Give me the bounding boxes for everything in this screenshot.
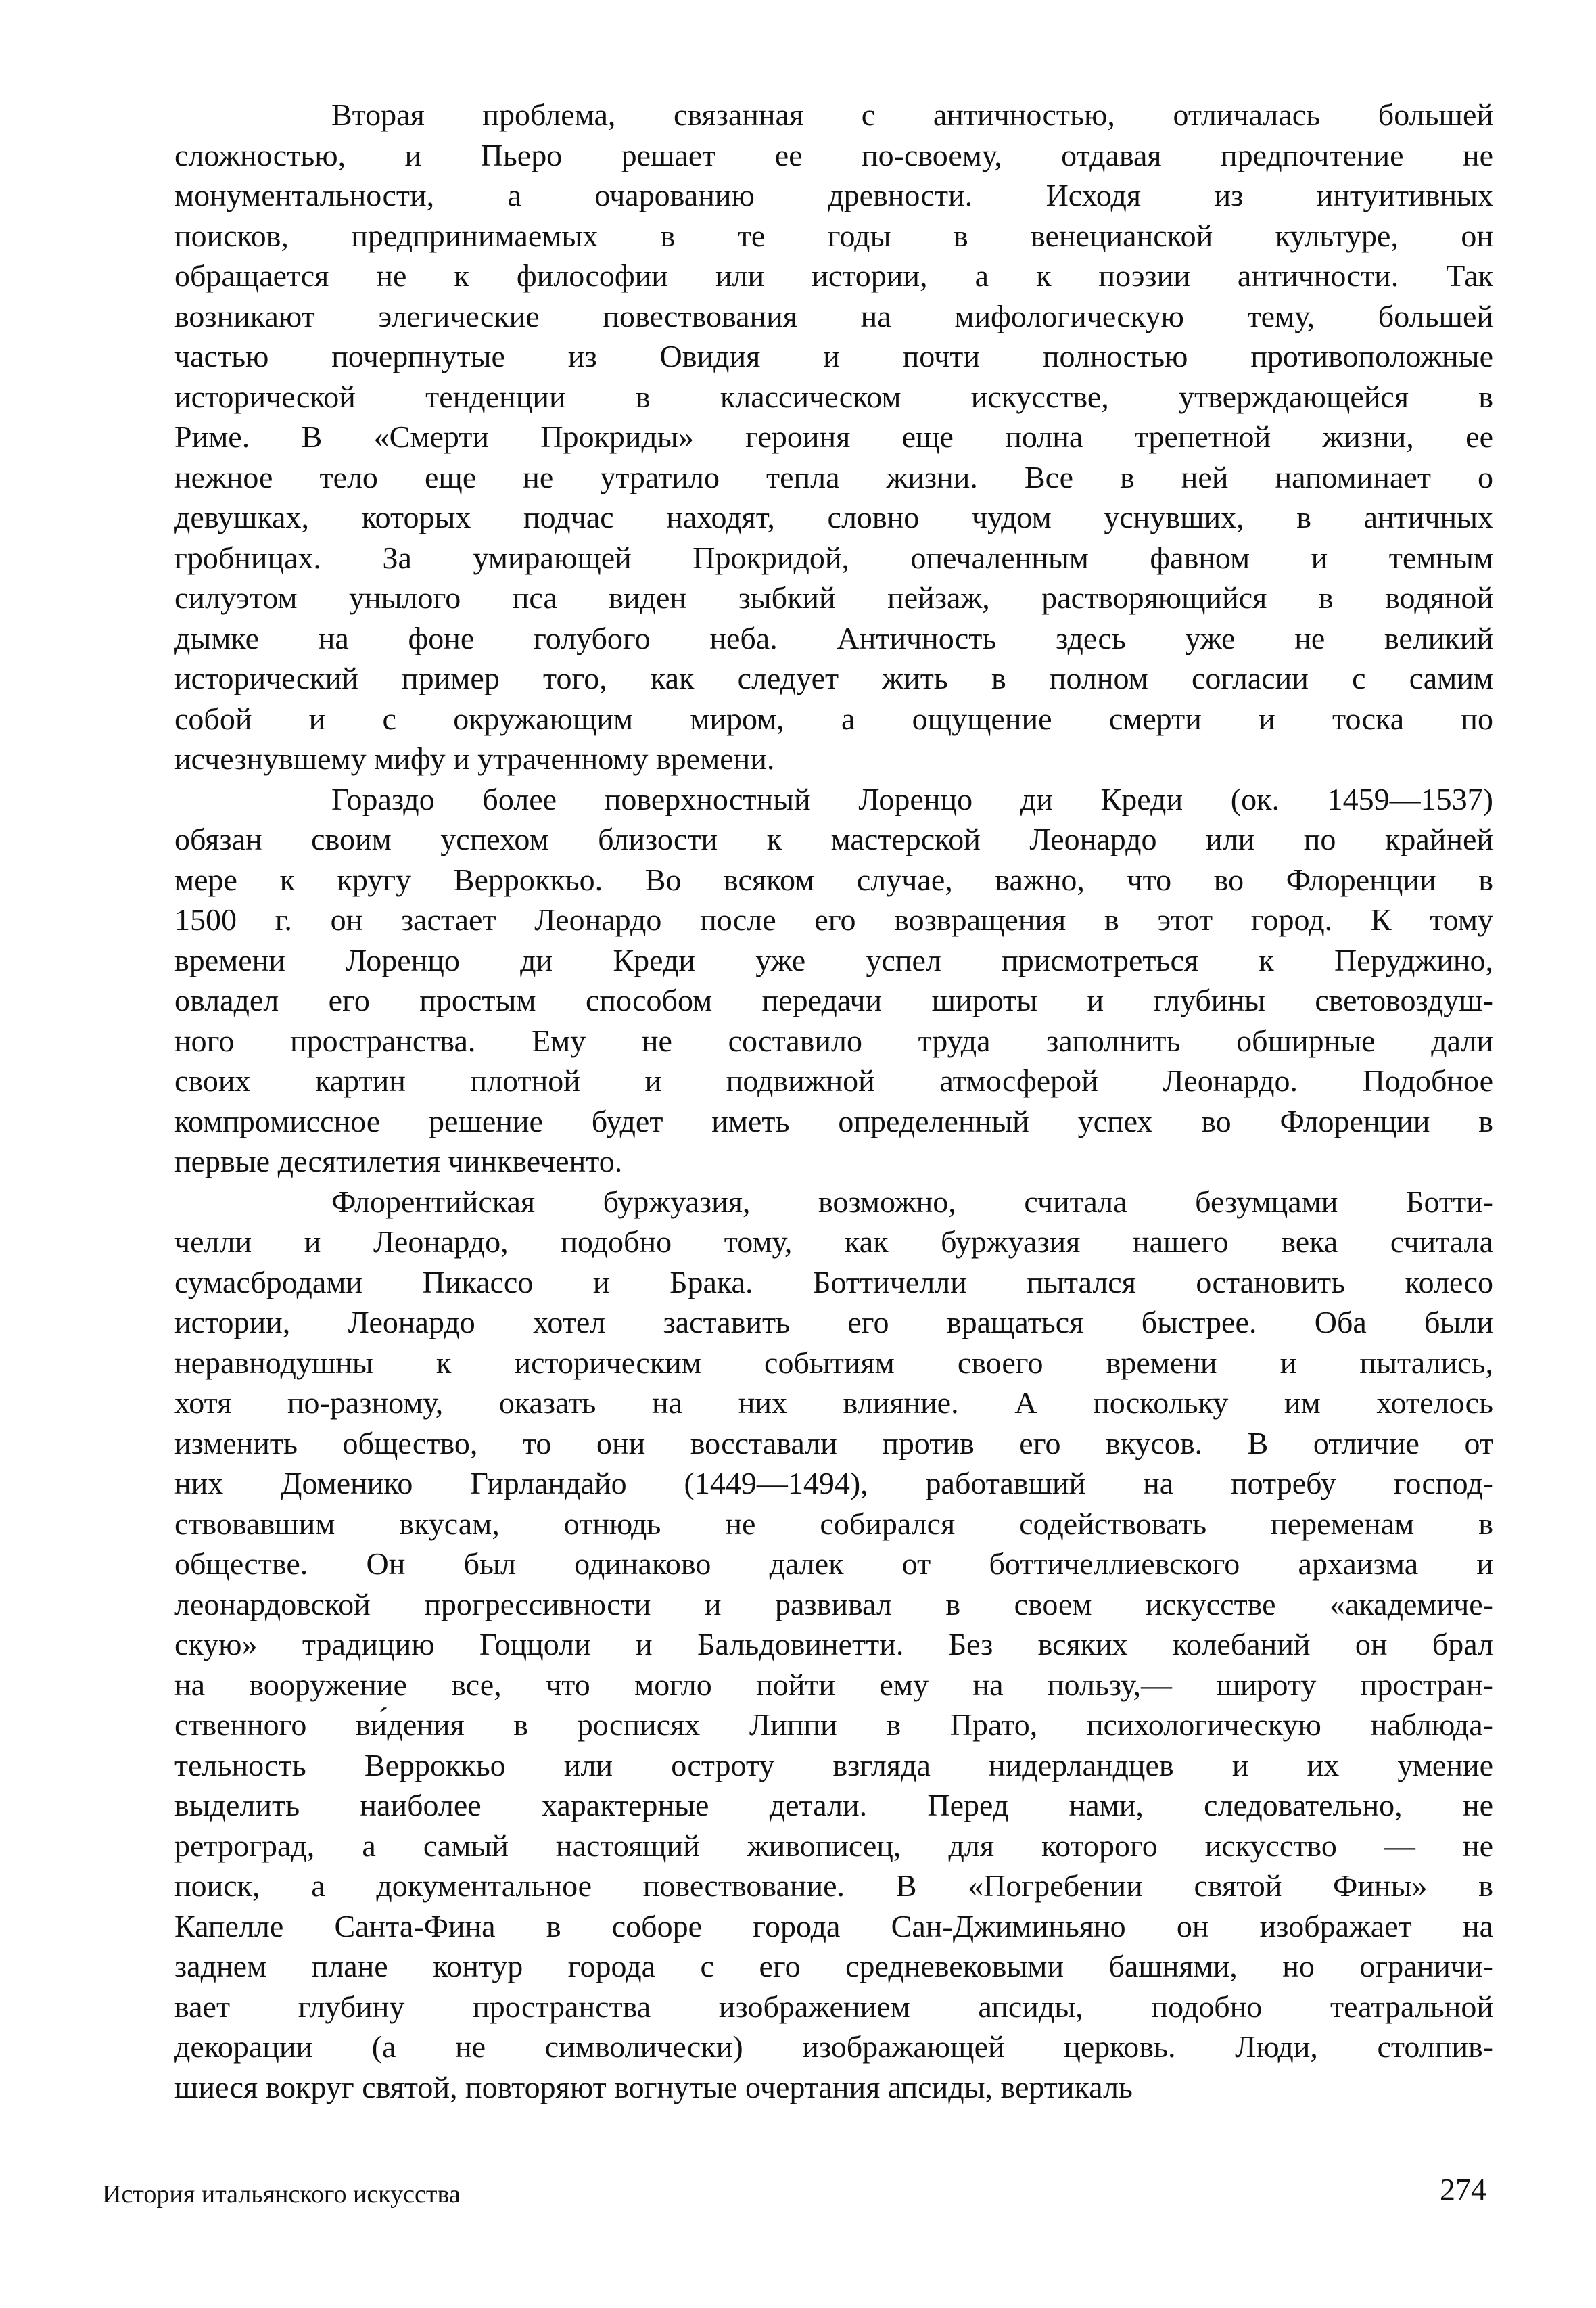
text-line: заднем плане контур города с его средневековыми башнями, но ограничи- — [174, 1949, 1493, 1983]
body-text — [174, 95, 1493, 2107]
text-line: своих картин плотной и подвижной атмосферой Леонардо. Подобное — [174, 1063, 1493, 1098]
text-line: выделить наиболее характерные детали. Перед нами, следовательно, не — [174, 1788, 1493, 1822]
text-line: неравнодушны к историческим событиям своего времени и пытались, — [174, 1345, 1493, 1380]
footer-book-title: История итальянского искусства — [103, 2180, 461, 2209]
text-line: декорации (а не символически) изображающей церковь. Люди, столпив- — [174, 2029, 1493, 2064]
text-line: на вооружение все, что могло пойти ему на пользу,— широту простран- — [174, 1667, 1493, 1702]
text-line: сумасбродами Пикассо и Брака. Боттичелли пытался остановить колесо — [174, 1264, 1493, 1299]
text-line: ствовавшим вкусам, отнюдь не собирался содействовать переменам в — [174, 1506, 1493, 1541]
text-line: леонардовской прогрессивности и развивал в своем искусстве «академиче- — [174, 1586, 1493, 1621]
text-line: частью почерпнутые из Овидия и почти полностью противоположные — [174, 339, 1493, 373]
text-line: гробницах. За умирающей Прокридой, опечаленным фавном и темным — [174, 540, 1493, 575]
footer-page-number: 274 — [1440, 2172, 1486, 2207]
text-line: 1500 г. он застает Леонардо после его возвращения в этот город. К тому — [174, 902, 1493, 937]
text-line: первые десятилетия чинквеченто. — [174, 1144, 623, 1178]
text-line: поисков, предпринимаемых в те годы в венецианской культуре, он — [174, 218, 1493, 253]
paragraph — [174, 95, 1493, 779]
text-line: ственного ви́дения в росписях Липпи в Прато, психологическую наблюда- — [174, 1707, 1493, 1742]
text-line: возникают элегические повествования на мифологическую тему, большей — [174, 298, 1493, 333]
text-line: компромиссное решение будет иметь определенный успех во Флоренции в — [174, 1103, 1493, 1138]
paragraph — [174, 779, 1493, 1182]
text-line: Флорентийская буржуазия, возможно, считала безумцами Ботти- — [331, 1184, 1493, 1219]
text-line: исчезнувшему мифу и утраченному времени. — [174, 741, 775, 776]
text-line: Риме. В «Смерти Прокриды» героиня еще полна трепетной жизни, ее — [174, 419, 1493, 454]
text-line: хотя по-разному, оказать на них влияние. А поскольку им хотелось — [174, 1385, 1493, 1420]
text-line: Капелле Санта-Фина в соборе города Сан-Джиминьяно он изображает на — [174, 1908, 1493, 1943]
text-line: ного пространства. Ему не составило труда заполнить обширные дали — [174, 1023, 1493, 1058]
text-line: обязан своим успехом близости к мастерской Леонардо или по крайней — [174, 822, 1493, 856]
text-line: шиеся вокруг святой, повторяют вогнутые очертания апсиды, вертикаль — [174, 2069, 1133, 2104]
text-line: вает глубину пространства изображением апсиды, подобно театральной — [174, 1989, 1493, 2024]
text-line: Вторая проблема, связанная с античностью, отличалась большей — [331, 97, 1493, 132]
text-line: девушках, которых подчас находят, словно чудом уснувших, в античных — [174, 500, 1493, 534]
text-line: собой и с окружающим миром, а ощущение смерти и тоска по — [174, 701, 1493, 736]
text-line: силуэтом унылого пса виден зыбкий пейзаж, растворяющийся в водяной — [174, 580, 1493, 615]
text-line: монументальности, а очарованию древности. Исходя из интуитивных — [174, 178, 1493, 212]
text-line: истории, Леонардо хотел заставить его вращаться быстрее. Оба были — [174, 1305, 1493, 1339]
text-line: поиск, а документальное повествование. В «Погребении святой Фины» в — [174, 1868, 1493, 1903]
text-line: исторической тенденции в классическом искусстве, утверждающейся в — [174, 379, 1493, 414]
paragraph — [174, 1182, 1493, 2108]
text-line: дымке на фоне голубого неба. Античность здесь уже не великий — [174, 620, 1493, 655]
text-line: ретроград, а самый настоящий живописец, для которого искусство — не — [174, 1828, 1493, 1863]
text-line: обществе. Он был одинаково далек от боттичеллиевского архаизма и — [174, 1546, 1493, 1581]
text-line: нежное тело еще не утратило тепла жизни. Все в ней напоминает о — [174, 459, 1493, 494]
text-line: исторический пример того, как следует жить в полном согласии с самим — [174, 661, 1493, 695]
text-line: скую» традицию Гоццоли и Бальдовинетти. Без всяких колебаний он брал — [174, 1627, 1493, 1661]
text-line: мере к кругу Верроккьо. Во всяком случае, важно, что во Флоренции в — [174, 862, 1493, 897]
text-line: овладел его простым способом передачи широты и глубины световоздуш- — [174, 983, 1493, 1017]
text-line: сложностью, и Пьеро решает ее по-своему, отдавая предпочтение не — [174, 137, 1493, 172]
text-line: тельность Верроккьо или остроту взгляда нидерландцев и их умение — [174, 1747, 1493, 1782]
text-line: Гораздо более поверхностный Лоренцо ди Креди (ок. 1459—1537) — [331, 781, 1493, 816]
text-line: обращается не к философии или истории, а к поэзии античности. Так — [174, 258, 1493, 293]
text-line: них Доменико Гирландайо (1449—1494), работавший на потребу господ- — [174, 1466, 1493, 1500]
text-line: времени Лоренцо ди Креди уже успел присмотреться к Перуджино, — [174, 942, 1493, 977]
text-line: челли и Леонардо, подобно тому, как буржуазия нашего века считала — [174, 1224, 1493, 1259]
text-line: изменить общество, то они восставали против его вкусов. В отличие от — [174, 1425, 1493, 1460]
